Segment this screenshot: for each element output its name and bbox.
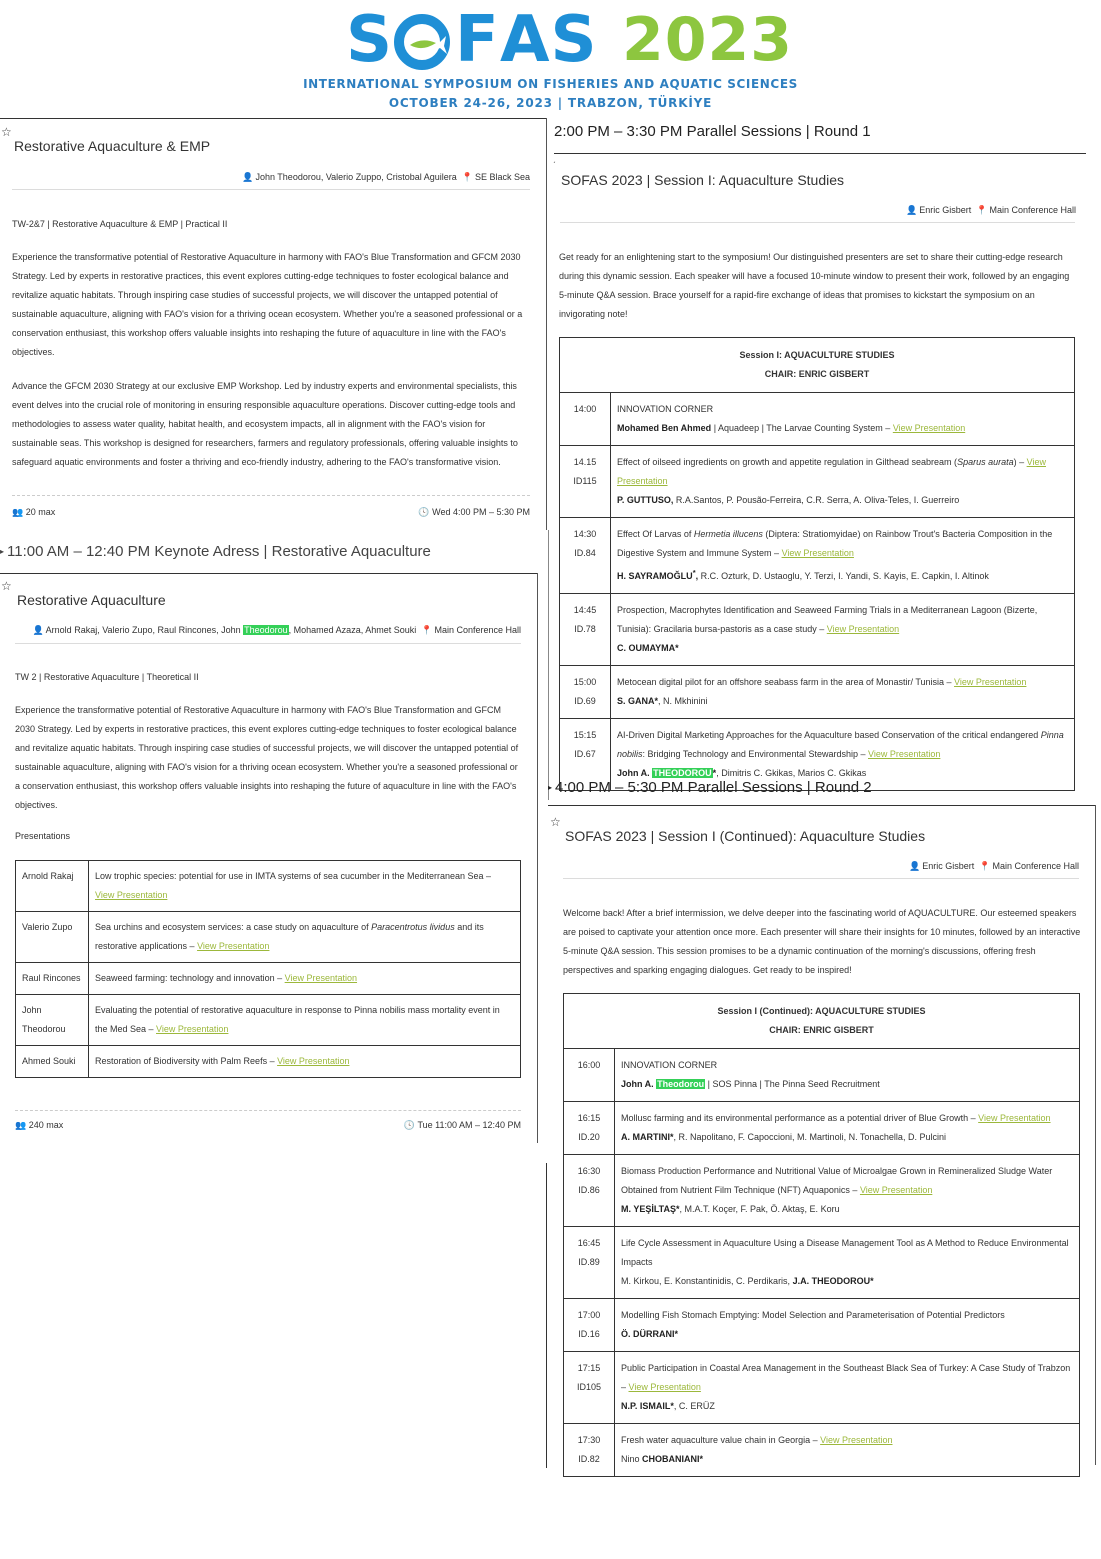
clock-icon: 🕓 [403,1120,416,1130]
collapse-arrow-icon[interactable]: ▸ [0,547,5,557]
table-header-row [560,338,1075,393]
table-row [16,861,521,912]
view-presentation-link[interactable]: View Presentation [781,548,854,558]
table-row: 14.15 ID115 Effect of oilseed ingredients on growth and appetite regulation in Gilthead seabream (Sparus aurata) – View Presentation P. GUTTUSO, R.A.Santos, P. Pousão-Ferreira, C.R. Serra, A. Oliva-Teles, I. Guerreiro [560,446,1075,518]
keynote-heading-text: 11:00 AM – 12:40 PM Keynote Adress | Restorative Aquaculture [7,543,431,560]
person-icon: 👤 [909,861,921,871]
card-title[interactable]: SOFAS 2023 | Session I (Continued): Aquaculture Studies [565,828,926,844]
column-divider [548,530,549,800]
chair: Enric Gisbert [922,861,975,871]
title-text: Evaluating the potential of restorative aquaculture in response to Pinna nobilis mass mortality event in the Med Sea – [95,1005,500,1034]
view-presentation-link[interactable]: View Presentation [284,973,358,983]
keynote-heading[interactable] [0,543,431,561]
view-presentation-link[interactable]: View Presentation [277,1056,350,1066]
location: Main Conference Hall [992,861,1079,871]
presentation-title [89,912,521,963]
session-time-value: Wed 4:00 PM – 5:30 PM [432,507,530,517]
logo-text-as: AS [500,3,598,77]
card1-right-border [546,118,547,530]
view-presentation-link[interactable]: View Presentation [892,423,966,433]
table-row: 14:30 ID.84 Effect Of Larvas of Hermetia illucens (Diptera: Stratiomyidae) on Rainbow Trout's Bacteria Composition in the Digestive System and Immune System – View Presentation H. SAYRAMOĞLU*, R.C. Ozturk, D. Ustaoglu, Y. Terzi, I. Yandi, S. Kayis, E. Capkin, I. Altinok [560,518,1075,594]
favorite-star-icon[interactable]: ☆ [1,125,12,139]
table-row: 17:15 ID105 Public Participation in Coastal Area Management in the Southeast Black Sea of Turkey: A Case Study of Trabzon – View Presentation N.P. ISMAIL*, C. ERÜZ [564,1352,1080,1424]
table-header-row [564,994,1080,1049]
divider [560,222,1075,223]
presentations-table [15,860,521,1078]
card-restorative-aquaculture [0,575,536,1135]
view-presentation-link[interactable]: View Presentation [197,941,270,951]
session-code: TW-2&7 | Restorative Aquaculture & EMP | Practical II [12,219,228,229]
location: Main Conference Hall [434,625,521,635]
logo-dates: OCTOBER 24-26, 2023 | TRABZON, TÜRKİYE [388,96,713,110]
description-paragraph-1: Experience the transformative potential of Restorative Aquaculture in harmony with FAO's Blue Transformation and GFCM 2030 Strategy. Led by experts in restorative practices, this event explores cutting-edge techniques to foster ecological balance and revitalize aquatic habitats. Through inspiring case studies of successful projects, we will discover the untapped potential of sustainable aquaculture, aligning with FAO's vision for a thriving ocean ecosystem. Whether you're a seasoned professional or a conservation enthusiast, this workshop offers valuable insights into reshaping the future of aquaculture in line with the FAO's objectives. [12,252,523,357]
card4-right-border [1095,805,1096,1465]
location: SE Black Sea [474,172,530,182]
table-row: 14:45 ID.78 Prospection, Macrophytes Identification and Seaweed Farming Trials in a Mediterranean Lagoon (Bizerte, Tunisia): Gracilaria bursa-pastoris as a case study – View Presentation C. OUMAYMA* [560,594,1075,666]
person-icon: 👤 [32,625,44,635]
view-presentation-link[interactable]: View Presentation [954,677,1027,687]
presenter-name: Ahmed Souki [16,1046,89,1078]
session-1-continued-table [563,993,1080,1477]
table-row: 17:00 ID.16 Modelling Fish Stomach Emptying: Model Selection and Parameterisation of Potential Predictors Ö. DÜRRANI* [564,1299,1080,1352]
card-restorative-aquaculture-emp [0,120,545,530]
speaker-highlight: Theodorou [244,625,288,635]
card4-top-border [548,805,1096,806]
divider [15,643,521,644]
logo-year: 2023 [622,5,793,75]
session-time-value: Tue 11:00 AM – 12:40 PM [417,1120,521,1130]
species-name: Paracentrotus lividus [371,922,455,932]
presentation-title [89,963,521,995]
card-meta [904,860,1079,872]
logo-subtitle: INTERNATIONAL SYMPOSIUM ON FISHERIES AND AQUATIC SCIENCES [303,77,798,91]
description-paragraph-2: Advance the GFCM 2030 Strategy at our exclusive EMP Workshop. Led by industry experts and environmental specialists, this event delves into the crucial role of monitoring in ensuring responsible aquaculture operations. Discover cutting-edge tools and methodologies to assess water quality, habitat health, and ecosystem impacts, all in alignment with the FAO's vision for sustainable seas. This workshop is designed for researchers, farmers and regulatory professionals, offering valuable insights to safeguard aquatic environments and foster a thriving and eco-friendly industry, adhering to the FAO's transformative vision. [12,381,518,467]
table-row [16,963,521,995]
table-chair: CHAIR: ENRIC GISBERT [764,369,870,379]
divider [12,189,530,190]
table-row: 15:15 ID.67 AI-Driven Digital Marketing Approaches for the Aquaculture based Conservation of the critical endangered Pinna nobilis: Bridging Technology and Environmental Stewardship – View Presentation John A. THEODOROU*, Dimitris C. Gkikas, Marios C. Gkikas [560,719,1075,791]
capacity-value: 20 max [25,507,56,517]
session-time [404,1119,521,1131]
speakers-part-1: Arnold Rakaj, Valerio Zupo, Raul Rincones, John [45,625,244,635]
presenter-name: John Theodorou [16,995,89,1046]
table-row: 16:45 ID.89 Life Cycle Assessment in Aquaculture Using a Disease Management Tool as A Method to Reduce Environmental Impacts M. Kirkou, E. Konstantinidis, C. Perdikaris, J.A. THEODOROU* [564,1227,1080,1299]
location-pin-icon: 📍 [976,205,988,215]
logo-text-s: S [346,3,394,77]
presenter-name: Arnold Rakaj [16,861,89,912]
sofas-logo [0,0,1101,115]
table-row: 16:30 ID.86 Biomass Production Performance and Nutritional Value of Microalgae Grown in Remineralized Sludge Water Obtained from Nutrient Film Technique (NFT) Aquaponics – View Presentation M. YEŞİLTAŞ*, M.A.T. Koçer, F. Pak, Ö. Aktaş, E. Koru [564,1155,1080,1227]
capacity [15,1119,63,1131]
card-title[interactable]: SOFAS 2023 | Session I: Aquaculture Studies [561,172,845,188]
card-title[interactable]: Restorative Aquaculture & EMP [14,138,211,154]
description-paragraph: Experience the transformative potential of Restorative Aquaculture in harmony with FAO's Blue Transformation and GFCM 2030 Strategy. Led by experts in restorative practices, this event explores cutting-edge techniques to foster ecological balance and revitalize aquatic habitats. Through inspiring case studies of successful projects, we will discover the untapped potential of sustainable aquaculture, aligning with FAO's vision for a thriving ocean ecosystem. Whether you're a seasoned professional or a conservation enthusiast, this workshop offers valuable insights into reshaping the future of aquaculture in line with the FAO's objectives. [15,705,519,810]
view-presentation-link[interactable]: View Presentation [868,749,941,759]
person-icon: 👤 [906,205,918,215]
table-row [16,995,521,1046]
table-chair: CHAIR: ENRIC GISBERT [769,1025,874,1035]
person-icon: 👤 [242,172,254,182]
title-text: Sea urchins and ecosystem services: a case study on aquaculture of [95,922,372,932]
round2-heading[interactable] [548,779,872,797]
people-icon: 👥 [15,1120,27,1130]
table-title: Session I: AQUACULTURE STUDIES [739,350,895,360]
location-pin-icon: 📍 [461,172,473,182]
logo-text-f: F [455,3,500,77]
view-presentation-link[interactable]: View Presentation [820,1435,893,1445]
card-meta [901,204,1076,216]
presentation-title [89,861,521,912]
card-session-1 [552,158,1087,778]
chair: Enric Gisbert [919,205,972,215]
view-presentation-link[interactable]: View Presentation [617,457,1046,486]
intro-paragraph: Welcome back! After a brief intermission, we delve deeper into the fascinating world of AQUACULTURE. Our esteemed speakers are poised to captivate your attention once more. Each presenter will share their insights for 10 minutes, followed by an interactive 5-minute Q&A session. This session promises to be a dynamic continuation of the morning's discussions, offering fresh perspectives and sparking engaging dialogues. Get ready to be inspired! [563,908,1081,975]
divider [563,878,1079,879]
speakers-part-2: , Mohamed Azaza, Ahmet Souki [288,625,417,635]
table-row: 14:00 INNOVATION CORNER Mohamed Ben Ahmed | Aquadeep | The Larvae Counting System – View Presentation [560,393,1075,446]
presenter-name: Raul Rincones [16,963,89,995]
location-pin-icon: 📍 [421,625,433,635]
card2-right-border [537,573,538,1143]
view-presentation-link[interactable]: View Presentation [826,624,900,634]
card1-top-border [0,118,547,119]
view-presentation-link[interactable]: View Presentation [156,1024,229,1034]
round1-heading[interactable]: 2:00 PM – 3:30 PM Parallel Sessions | Round 1 [554,123,871,140]
location-pin-icon: 📍 [979,861,991,871]
card-session-1-continued [550,808,1094,1463]
favorite-star-icon[interactable]: ☆ [550,815,561,829]
card-meta [237,171,530,183]
table-row: 16:00 INNOVATION CORNER John A. Theodorou | SOS Pinna | The Pinna Seed Recruitment [564,1049,1080,1102]
session-code: TW 2 | Restorative Aquaculture | Theoretical II [15,672,199,682]
capacity-value: 240 max [28,1120,64,1130]
dashed-divider [15,1110,521,1111]
card2-top-border [0,573,538,574]
title-text-2: and its restorative applications – [95,922,484,951]
fish-ring-icon [392,12,452,77]
table-row: 15:00 ID.69 Metocean digital pilot for an offshore seabass farm in the area of Monastir/ Tunisia – View Presentation S. GANA*, N. Mkhinini [560,666,1075,719]
view-presentation-link[interactable]: View Presentation [628,1382,701,1392]
round1-underline [554,153,1086,154]
favorite-star-icon[interactable]: ☆ [1,579,12,593]
title-text: Low trophic species: potential for use in IMTA systems of sea cucumber in the Mediterranean Sea – [95,871,492,881]
card-title[interactable]: Restorative Aquaculture [17,592,166,608]
table-row: 16:15 ID.20 Mollusc farming and its environmental performance as a potential driver of Blue Growth – View Presentation A. MARTINI*, R. Napolitano, F. Capoccioni, M. Martinoli, N. Tonachella, D. Pulcini [564,1102,1080,1155]
view-presentation-link[interactable]: View Presentation [978,1113,1051,1123]
presentation-title [89,1046,521,1078]
clock-icon: 🕓 [418,507,430,517]
table-row [16,1046,521,1078]
table-title: Session I (Continued): AQUACULTURE STUDIES [717,1006,926,1016]
location: Main Conference Hall [989,205,1076,215]
round2-heading-text: 4:00 PM – 5:30 PM Parallel Sessions | Round 2 [555,779,872,796]
speakers: John Theodorou, Valerio Zuppo, Cristobal Aguilera [255,172,457,182]
title-text: Restoration of Biodiversity with Palm Reefs – [95,1056,278,1066]
view-presentation-link[interactable]: View Presentation [95,890,168,900]
view-presentation-link[interactable]: View Presentation [859,1185,933,1195]
session-time [418,506,530,518]
presenter-name: Valerio Zupo [16,912,89,963]
session-1-table [559,337,1075,791]
title-text: Seaweed farming: technology and innovation – [95,973,285,983]
favorite-star-icon[interactable]: ˊ [553,161,556,170]
dashed-divider [12,495,530,496]
table-row: 17:30 ID.82 Fresh water aquaculture value chain in Georgia – View Presentation Nino CHOBANIANI* [564,1424,1080,1477]
table-row [16,912,521,963]
card-meta [27,624,521,636]
capacity [12,506,55,518]
presentations-label: Presentations [15,831,71,841]
card4-left-border [546,1163,547,1468]
collapse-arrow-icon[interactable]: ▸ [548,783,553,793]
intro-paragraph: Get ready for an enlightening start to the symposium! Our distinguished presenters are set to share their cutting-edge research during this dynamic session. Each speaker will have a focused 10-minute window to present their work, followed by an engaging 5-minute Q&A session. Brace yourself for a rapid-fire exchange of ideas that promises to kickstart the symposium on an invigorating note! [559,252,1070,319]
people-icon: 👥 [12,507,24,517]
presentation-title [89,995,521,1046]
